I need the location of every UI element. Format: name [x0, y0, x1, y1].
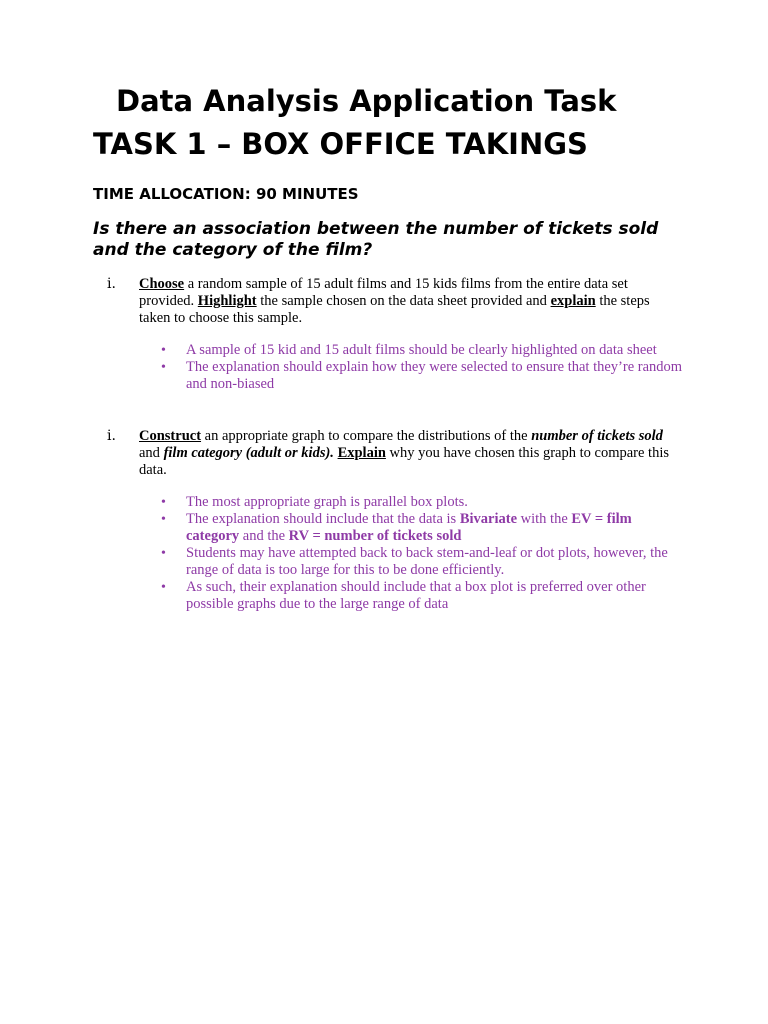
- task-instruction: [139, 428, 683, 479]
- answer-bold: RV = number of tickets sold: [288, 528, 462, 544]
- bullet-dot-icon: •: [161, 360, 166, 375]
- bullet-dot-icon: •: [161, 495, 166, 510]
- instruction-text: and: [139, 445, 164, 461]
- answer-text: and the: [239, 528, 289, 544]
- answer-bullets: [93, 342, 683, 393]
- task-item-choose: [93, 276, 683, 393]
- keyword-explain: Explain: [337, 445, 386, 461]
- keyword-choose: Choose: [139, 276, 185, 292]
- answer-bullet: [161, 494, 683, 511]
- item-numeral: i.: [107, 428, 116, 444]
- answer-bullet: [161, 342, 683, 359]
- item-numeral: i.: [107, 276, 116, 292]
- answer-text: The most appropriate graph is parallel box plots.: [186, 494, 468, 510]
- instruction-text: a random sample of 15 adult films and 15 kids films from the entire data set provided.: [139, 276, 628, 309]
- answer-bullet: [161, 359, 683, 393]
- bullet-dot-icon: •: [161, 343, 166, 358]
- answer-text: The explanation should explain how they were selected to ensure that they’re random and non-biased: [186, 359, 683, 392]
- bullet-dot-icon: •: [161, 580, 166, 595]
- answer-bullet: [161, 545, 683, 579]
- answer-bullet: [161, 579, 683, 613]
- answer-text: The explanation should include that the data is: [186, 511, 460, 527]
- keyword-explain: explain: [550, 293, 596, 309]
- answer-text: with the: [517, 511, 572, 527]
- answer-bullets: [93, 494, 683, 613]
- answer-text: Students may have attempted back to back stem-and-leaf or dot plots, however, the range of data is too large for this to be done efficiently.: [186, 545, 668, 578]
- instruction-text: the sample chosen on the data sheet provided and: [256, 293, 551, 309]
- document-title: Data Analysis Application Task: [116, 84, 617, 118]
- variable-film-category: film category (adult or kids).: [163, 445, 334, 461]
- instruction-text: an appropriate graph to compare the distributions of the: [201, 428, 532, 444]
- instruction-text: the steps taken to choose this sample.: [139, 293, 650, 326]
- variable-tickets-sold: number of tickets sold: [531, 428, 663, 444]
- bullet-dot-icon: •: [161, 546, 166, 561]
- answer-text: A sample of 15 kid and 15 adult films should be clearly highlighted on data sheet: [186, 342, 657, 358]
- answer-bold: Bivariate: [459, 511, 518, 527]
- task-heading: TASK 1 – BOX OFFICE TAKINGS: [93, 127, 588, 161]
- time-allocation: TIME ALLOCATION: 90 MINUTES: [93, 185, 359, 203]
- task-instruction: [139, 276, 683, 327]
- answer-bold: EV = film category: [186, 511, 632, 544]
- bullet-dot-icon: •: [161, 512, 166, 527]
- answer-text: As such, their explanation should include that a box plot is preferred over other possible graphs due to the large range of data: [186, 579, 646, 612]
- keyword-highlight: Highlight: [197, 293, 257, 309]
- task-item-construct: [93, 428, 683, 613]
- instruction-text: why you have chosen this graph to compare this data.: [139, 445, 670, 478]
- answer-bullet: [161, 511, 683, 545]
- keyword-construct: Construct: [139, 428, 202, 444]
- research-question: Is there an association between the number of tickets sold and the category of the film?: [93, 219, 659, 260]
